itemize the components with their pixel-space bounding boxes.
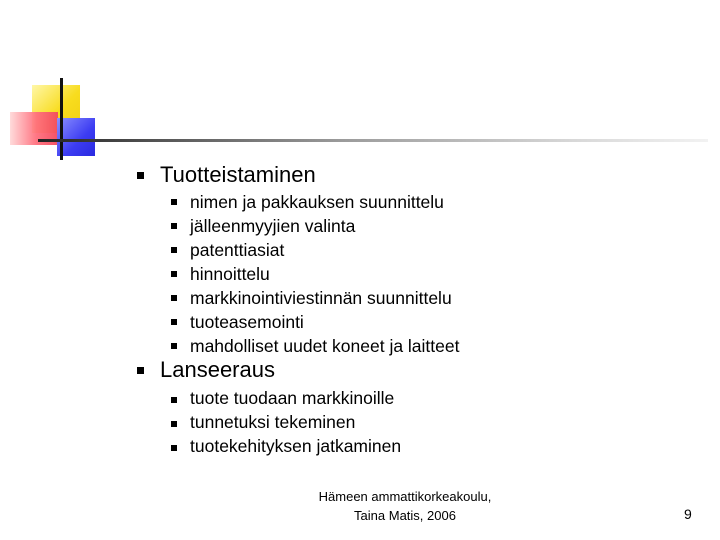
bullet-square-icon (137, 172, 144, 179)
bullet-square-icon (171, 295, 177, 301)
bullet-square-icon (171, 343, 177, 349)
bullet-square-icon (171, 271, 177, 277)
bullet-square-icon (171, 199, 177, 205)
list-item: hinnoittelu (190, 264, 270, 284)
list-item: nimen ja pakkauksen suunnittelu (190, 192, 444, 212)
bullet-square-icon (171, 319, 177, 325)
footer-author-year: Taina Matis, 2006 (354, 508, 456, 523)
decorative-logo (0, 0, 110, 170)
list-item: mahdolliset uudet koneet ja laitteet (190, 336, 460, 356)
list-item: tuote tuodaan markkinoille (190, 388, 395, 408)
page-number: 9 (684, 506, 692, 522)
logo-vertical-line (60, 78, 63, 160)
footer (290, 487, 520, 525)
section-title-tuotteistaminen: Tuotteistaminen (160, 162, 316, 187)
footer-organization: Hämeen ammattikorkeakoulu, (318, 489, 492, 504)
bullet-square-icon (171, 397, 177, 403)
title-divider-line (38, 139, 708, 142)
list-item: markkinointiviestinnän suunnittelu (190, 288, 452, 308)
bullet-square-icon (171, 421, 177, 427)
list-item: tuotekehityksen jatkaminen (190, 436, 402, 456)
section-title-lanseeraus: Lanseeraus (160, 357, 275, 382)
bullet-square-icon (171, 247, 177, 253)
bullet-square-icon (137, 367, 144, 374)
list-item: tunnetuksi tekeminen (190, 412, 356, 432)
list-item: jälleenmyyjien valinta (190, 216, 356, 236)
list-item: tuoteasemointi (190, 312, 304, 332)
list-item: patenttiasiat (190, 240, 285, 260)
bullet-square-icon (171, 445, 177, 451)
bullet-square-icon (171, 223, 177, 229)
